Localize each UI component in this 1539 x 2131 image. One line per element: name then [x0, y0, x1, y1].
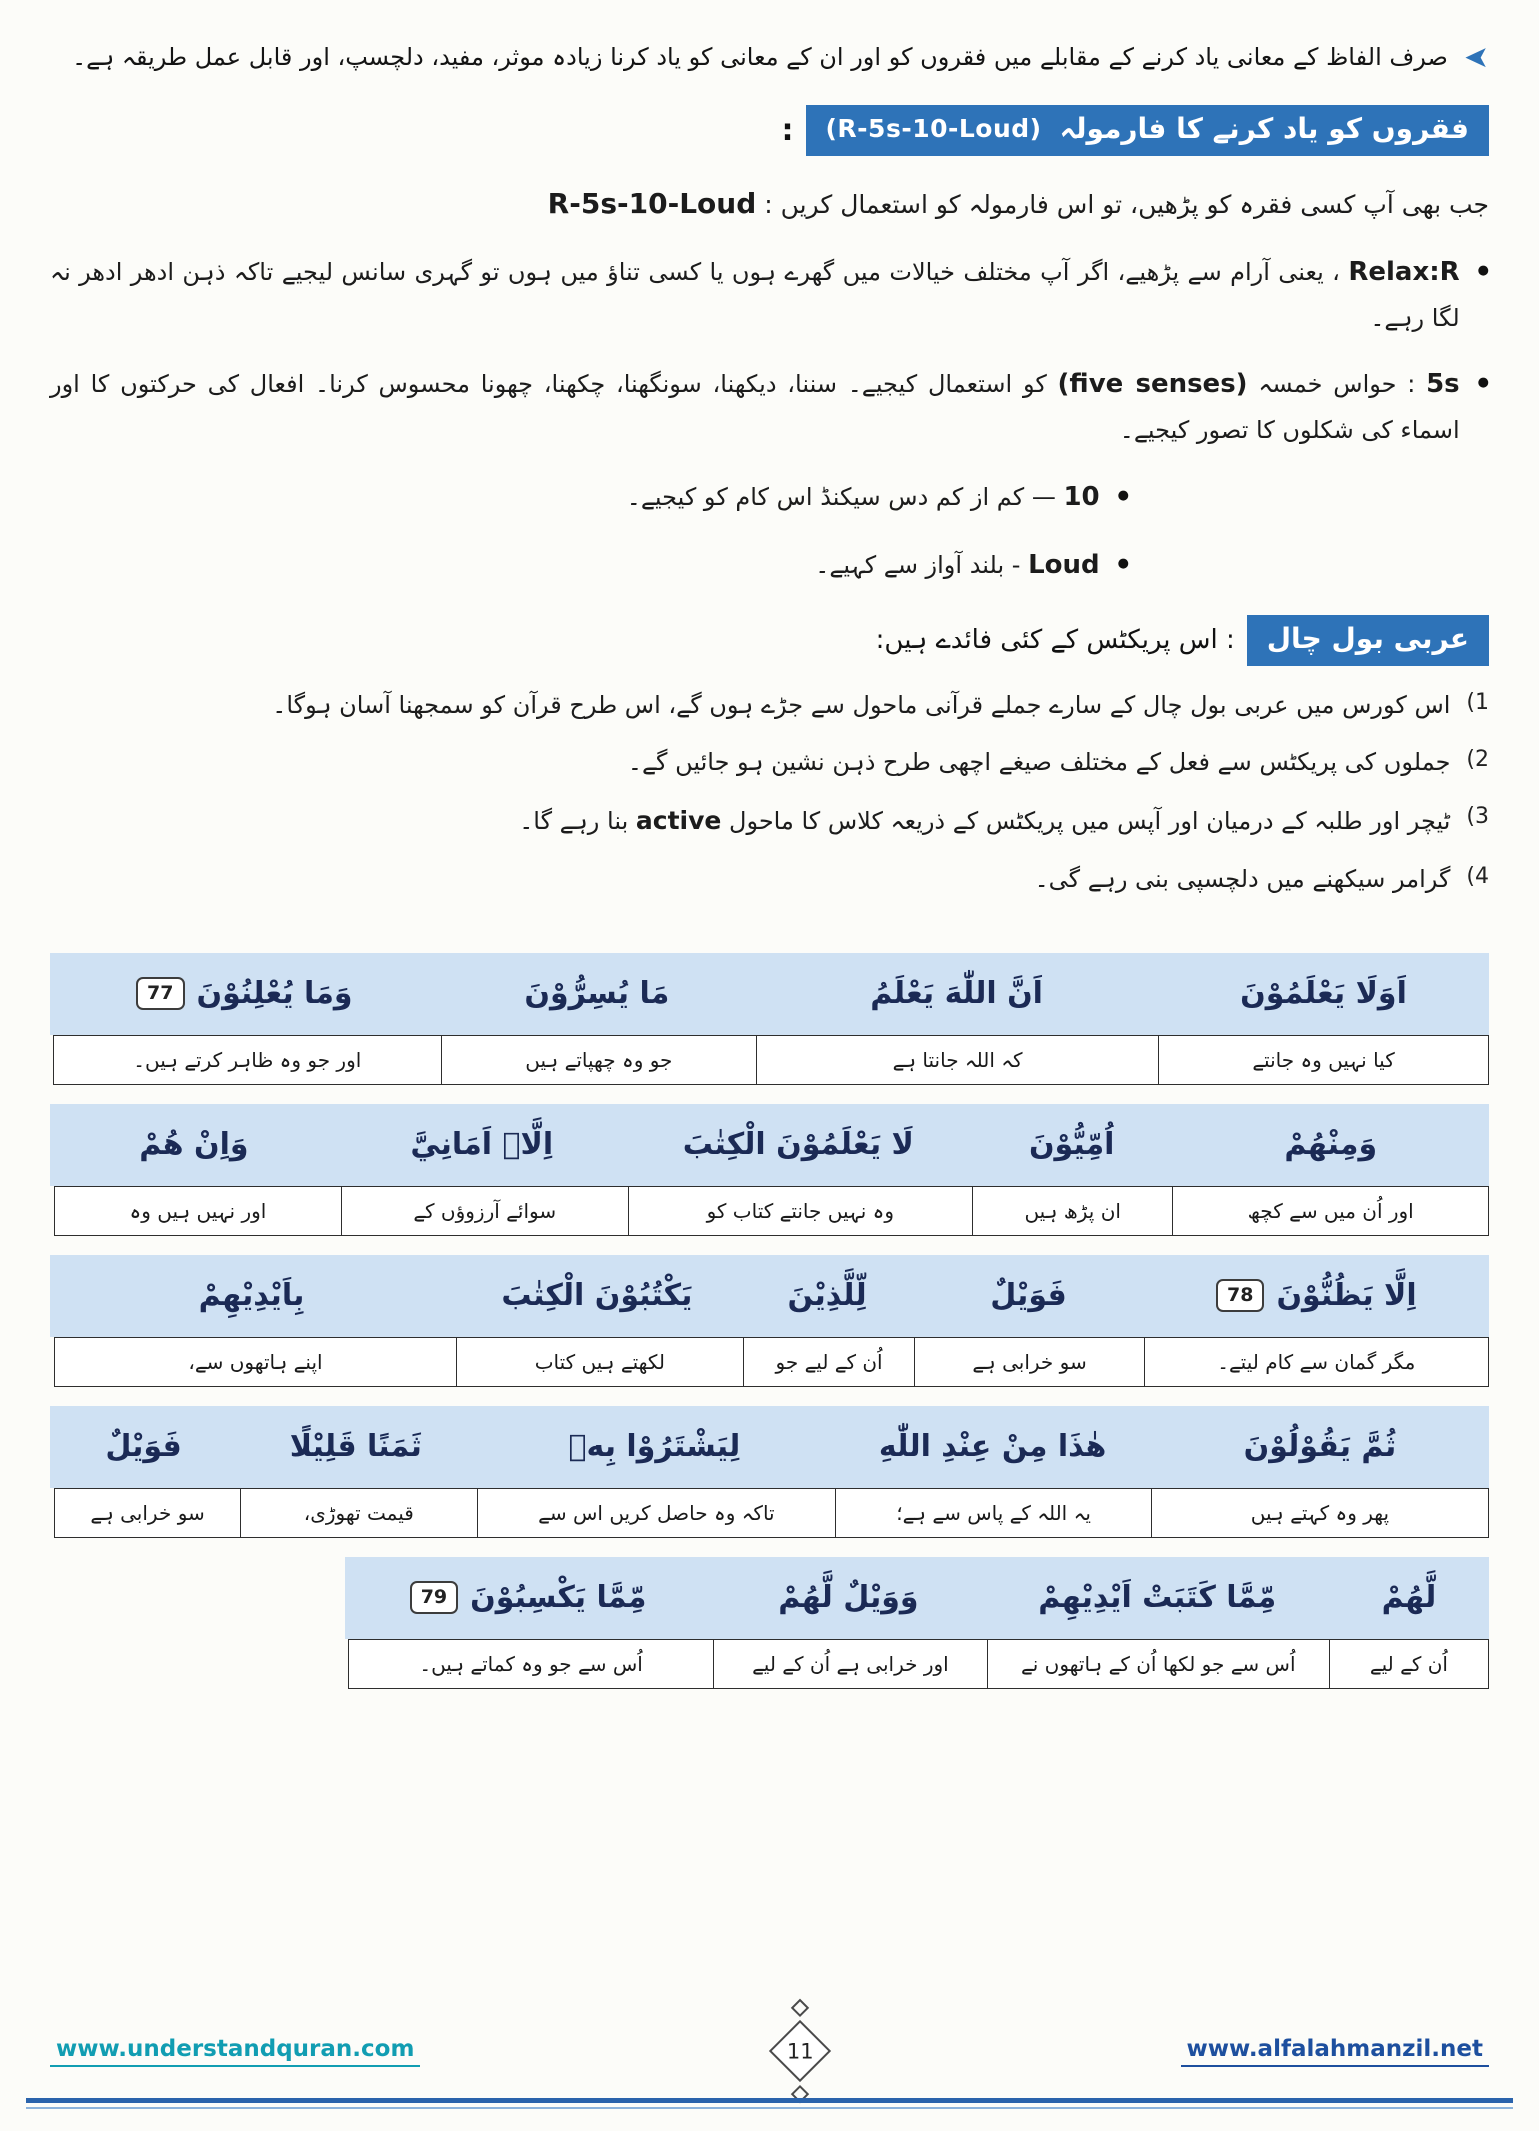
bullet-5s-urdu-a: : حواس خمسہ [1258, 370, 1416, 399]
bullet-loud-text [50, 541, 1100, 589]
urdu-translation-cell: اور اُن میں سے کچھ [1172, 1186, 1489, 1236]
formula-heading-box [806, 105, 1490, 156]
formula-usage-urdu: جب بھی آپ کسی فقرہ کو پڑھیں، تو اس فارمولہ کو استعمال کریں : [764, 190, 1489, 220]
arabic-phrase-cell [50, 1270, 453, 1321]
translation-row [50, 1488, 1489, 1538]
arabic-row [345, 1557, 1489, 1639]
arabic-phrase-cell [453, 1270, 741, 1321]
benefit-text: گرامر سیکھنے میں دلچسپی بنی رہے گی۔ [1034, 864, 1451, 893]
bullet-5s-text [50, 360, 1460, 452]
arabic-phrase-cell [1144, 1270, 1489, 1321]
arabic-row [50, 953, 1489, 1035]
benefit-item-2 [50, 741, 1489, 784]
translation-row [345, 1639, 1489, 1689]
arabic-phrase-cell [345, 1572, 711, 1623]
arabic-phrase-cell [1151, 1421, 1489, 1472]
urdu-translation-cell: اور نہیں ہیں وہ [54, 1186, 342, 1236]
arabic-phrase: بِاَيْدِيْهِمْ [198, 1278, 305, 1314]
arabic-phrase: لَّهُمْ [1381, 1580, 1437, 1616]
bullet-dot-icon: ● [1477, 375, 1489, 391]
verse-number-badge: 77 [136, 977, 184, 1010]
arabic-phrase: لِيَشْتَرُوْا بِهٖ [568, 1429, 741, 1465]
bullet-relax-text [50, 248, 1460, 340]
arabic-phrase: يَكْتُبُوْنَ الْكِتٰبَ [501, 1278, 693, 1314]
benefit-text [50, 798, 1450, 843]
arabic-phrase: ثُمَّ يَقُوْلُوْنَ [1243, 1429, 1397, 1465]
arabic-phrase-cell [834, 1421, 1151, 1472]
urdu-translation-cell: لکھتے ہیں کتاب [456, 1337, 744, 1387]
arabic-phrase-cell [439, 968, 756, 1019]
phrase-group [345, 1557, 1489, 1689]
urdu-translation-cell: پھر وہ کہتے ہیں [1151, 1488, 1489, 1538]
arabic-phrase: لِّلَّذِيْنَ [787, 1278, 867, 1314]
phrase-group [50, 1406, 1489, 1538]
page-number: 11 [787, 2038, 814, 2063]
benefit-number: 2) [1466, 747, 1489, 773]
benefit-latin: active [635, 806, 722, 836]
verse-number-badge: 78 [1216, 1279, 1264, 1312]
bullet-loud-urdu: - بلند آواز سے کہیے۔ [815, 550, 1021, 579]
phrase-group [50, 1104, 1489, 1236]
arabic-phrase-cell [1329, 1572, 1489, 1623]
speaking-heading-box [1247, 615, 1489, 666]
bullet-5s-five-senses: (five senses) [1057, 369, 1248, 400]
intro-paragraph: صرف الفاظ کے معانی یاد کرنے کے مقابلے میں فقروں کو اور ان کے معانی کو یاد کرنا زیادہ موثر، مفید، دلچسپ، اور قابل عمل طریقہ ہے۔ [72, 43, 1448, 71]
arabic-phrase: اَنَّ اللّٰهَ يَعْلَمُ [870, 976, 1043, 1012]
arabic-phrase-cell [50, 968, 439, 1019]
arabic-phrase: ثَمَنًا قَلِيْلًا [289, 1429, 422, 1465]
benefit-text: جملوں کی پریکٹس سے فعل کے مختلف صیغے اچھی طرح ذہن نشین ہو جائیں گے۔ [627, 748, 1451, 777]
arabic-phrase: فَوَيْلٌ [105, 1429, 182, 1465]
formula-heading-latin: (R-5s-10-Loud) [825, 114, 1042, 144]
arabic-row [50, 1104, 1489, 1186]
pointer-arrow-icon: ➤ [1463, 40, 1489, 75]
arabic-phrase: وَمِنْهُمْ [1284, 1127, 1378, 1163]
benefit-text-a: ٹیچر اور طلبہ کے درمیان اور آپس میں پریکٹس کے ذریعہ کلاس کا ماحول [729, 807, 1451, 836]
bullet-dot-icon: ● [1117, 555, 1129, 571]
urdu-translation-cell: یہ اللہ کے پاس سے ہے؛ [835, 1488, 1152, 1538]
urdu-translation-cell: تاکہ وہ حاصل کریں اس سے [477, 1488, 837, 1538]
understandquran-link[interactable]: www.understandquran.com [50, 2036, 420, 2067]
arabic-phrase-cell [237, 1421, 474, 1472]
arabic-phrase-cell [50, 1119, 338, 1170]
speaking-heading-row [50, 615, 1489, 666]
arabic-phrase: اِلَّا يَظُنُّوْنَ [1276, 1278, 1417, 1314]
urdu-translation-cell: سوائے آرزوؤں کے [341, 1186, 629, 1236]
arabic-phrase: فَوَيْلٌ [990, 1278, 1067, 1314]
arabic-phrase-cell [626, 1119, 971, 1170]
formula-heading-row [50, 105, 1489, 156]
benefit-item-1 [50, 684, 1489, 727]
urdu-translation-cell: سو خرابی ہے [54, 1488, 241, 1538]
arabic-phrase: وَوَيْلٌ لَّهُمْ [778, 1580, 919, 1616]
bullet-10-text [50, 473, 1100, 521]
urdu-translation-cell: اور جو وہ ظاہر کرتے ہیں۔ [53, 1035, 442, 1085]
speaking-heading-urdu: عربی بول چال [1266, 621, 1469, 655]
bullet-5s-latin: 5s [1426, 369, 1460, 400]
arabic-phrase-cell [1158, 968, 1489, 1019]
urdu-translation-cell: کیا نہیں وہ جانتے [1158, 1035, 1489, 1085]
urdu-translation-cell: اُن کے لیے [1329, 1639, 1489, 1689]
arabic-phrase: اُمِّيُّوْنَ [1028, 1127, 1115, 1163]
urdu-translation-cell: وہ نہیں جانتے کتاب کو [628, 1186, 973, 1236]
urdu-translation-cell: جو وہ چھپاتے ہیں [441, 1035, 758, 1085]
alfalahmanzil-link[interactable]: www.alfalahmanzil.net [1181, 2036, 1489, 2067]
bullet-10 [50, 473, 1129, 521]
arabic-phrase-cell [971, 1119, 1172, 1170]
bullet-relax-urdu: ، یعنی آرام سے پڑھیے، اگر آپ مختلف خیالات میں گھرے ہوں یا کسی تناؤ میں ہوں تو گہری سانس لیجیے تاکہ ذہن ادھر ادھر نہ لگا رہے۔ [50, 257, 1460, 332]
bullet-10-urdu: — کم از کم دس سیکنڈ اس کام کو کیجیے۔ [626, 482, 1056, 511]
arabic-phrase-cell [755, 968, 1158, 1019]
bullet-dot-icon: ● [1117, 487, 1129, 503]
urdu-translation-cell: اور خرابی ہے اُن کے لیے [713, 1639, 988, 1689]
formula-usage-latin: R-5s-10-Loud [547, 187, 757, 221]
bullet-relax-latin: Relax:R [1348, 256, 1460, 287]
page-number-ornament [769, 2020, 831, 2082]
urdu-translation-cell: کہ اللہ جانتا ہے [756, 1035, 1159, 1085]
benefits-list [50, 684, 1489, 901]
arabic-phrase-cell [475, 1421, 835, 1472]
bullet-loud-latin: Loud [1028, 549, 1100, 580]
urdu-translation-cell: اُس سے جو لکھا اُن کے ہاتھوں نے [987, 1639, 1330, 1689]
urdu-translation-cell: اُن کے لیے جو [743, 1337, 916, 1387]
bullet-5s [50, 360, 1489, 452]
benefit-text: اس کورس میں عربی بول چال کے سارے جملے قرآنی ماحول سے جڑے ہوں گے، اس طرح قرآن کو سمجھنا آسان ہوگا۔ [272, 690, 1451, 719]
benefit-item-3 [50, 798, 1489, 843]
bullet-10-latin: 10 [1063, 481, 1100, 512]
bullet-5s-urdu-b: کو استعمال کیجیے۔ سننا، دیکھنا، سونگھنا، چکھنا، چھونا محسوس کرنا۔ افعال کی حرکتوں کا اور اسماء کی شکلوں کا تصور کیجیے۔ [50, 370, 1460, 445]
arabic-row [50, 1255, 1489, 1337]
translation-row [50, 1337, 1489, 1387]
arabic-phrase: مَا يُسِرُّوْنَ [524, 976, 670, 1012]
benefit-number: 3) [1466, 804, 1489, 830]
arabic-phrase-cell [50, 1421, 237, 1472]
arabic-phrase-cell [1172, 1119, 1489, 1170]
translation-row [50, 1035, 1489, 1085]
arabic-phrase-cell [913, 1270, 1143, 1321]
intro-row [50, 36, 1489, 79]
formula-usage-line [50, 180, 1489, 228]
urdu-translation-cell: ان پڑھ ہیں [972, 1186, 1173, 1236]
benefit-number: 4) [1466, 863, 1489, 889]
benefit-number: 1) [1466, 689, 1489, 715]
phrase-group [50, 953, 1489, 1085]
arabic-phrase: مِّمَّا كَتَبَتْ اَيْدِيْهِمْ [1038, 1580, 1277, 1616]
arabic-phrase-cell [986, 1572, 1329, 1623]
urdu-translation-cell: سو خرابی ہے [914, 1337, 1144, 1387]
benefit-text-b: بنا رہے گا۔ [519, 807, 629, 836]
arabic-phrase: وَمَا يُعْلِنُوْنَ [196, 976, 353, 1012]
arabic-phrase: مِّمَّا يَكْسِبُوْنَ [470, 1580, 647, 1616]
arabic-phrase: اِلَّاۤ اَمَانِيَّ [410, 1127, 554, 1163]
benefit-item-4 [50, 858, 1489, 901]
arabic-phrase: اَوَلَا يَعْلَمُوْنَ [1240, 976, 1407, 1012]
verse-number-badge: 79 [410, 1581, 458, 1614]
speaking-lead-text: : اس پریکٹس کے کئی فائدے ہیں: [875, 625, 1235, 656]
phrase-table [50, 953, 1489, 1689]
formula-heading-urdu: فقروں کو یاد کرنے کا فارمولہ [1059, 112, 1469, 146]
arabic-phrase: لَا يَعْلَمُوْنَ الْكِتٰبَ [682, 1127, 914, 1163]
arabic-phrase: هٰذَا مِنْ عِنْدِ اللّٰهِ [878, 1429, 1107, 1465]
footer-rule [26, 2098, 1513, 2109]
heading-colon: : [781, 113, 794, 149]
urdu-translation-cell: مگر گمان سے کام لیتے۔ [1144, 1337, 1489, 1387]
bullet-relax [50, 248, 1489, 340]
arabic-phrase-cell [338, 1119, 626, 1170]
bullet-dot-icon: ● [1477, 262, 1489, 278]
bullet-loud [50, 541, 1129, 589]
page-footer [50, 2029, 1489, 2073]
urdu-translation-cell: اپنے ہاتھوں سے، [54, 1337, 457, 1387]
arabic-phrase-cell [741, 1270, 914, 1321]
phrase-group [50, 1255, 1489, 1387]
arabic-phrase: وَاِنْ هُمْ [139, 1127, 249, 1163]
arabic-row [50, 1406, 1489, 1488]
arabic-phrase-cell [711, 1572, 986, 1623]
translation-row [50, 1186, 1489, 1236]
urdu-translation-cell: اُس سے جو وہ کماتے ہیں۔ [348, 1639, 714, 1689]
urdu-translation-cell: قیمت تھوڑی، [240, 1488, 477, 1538]
